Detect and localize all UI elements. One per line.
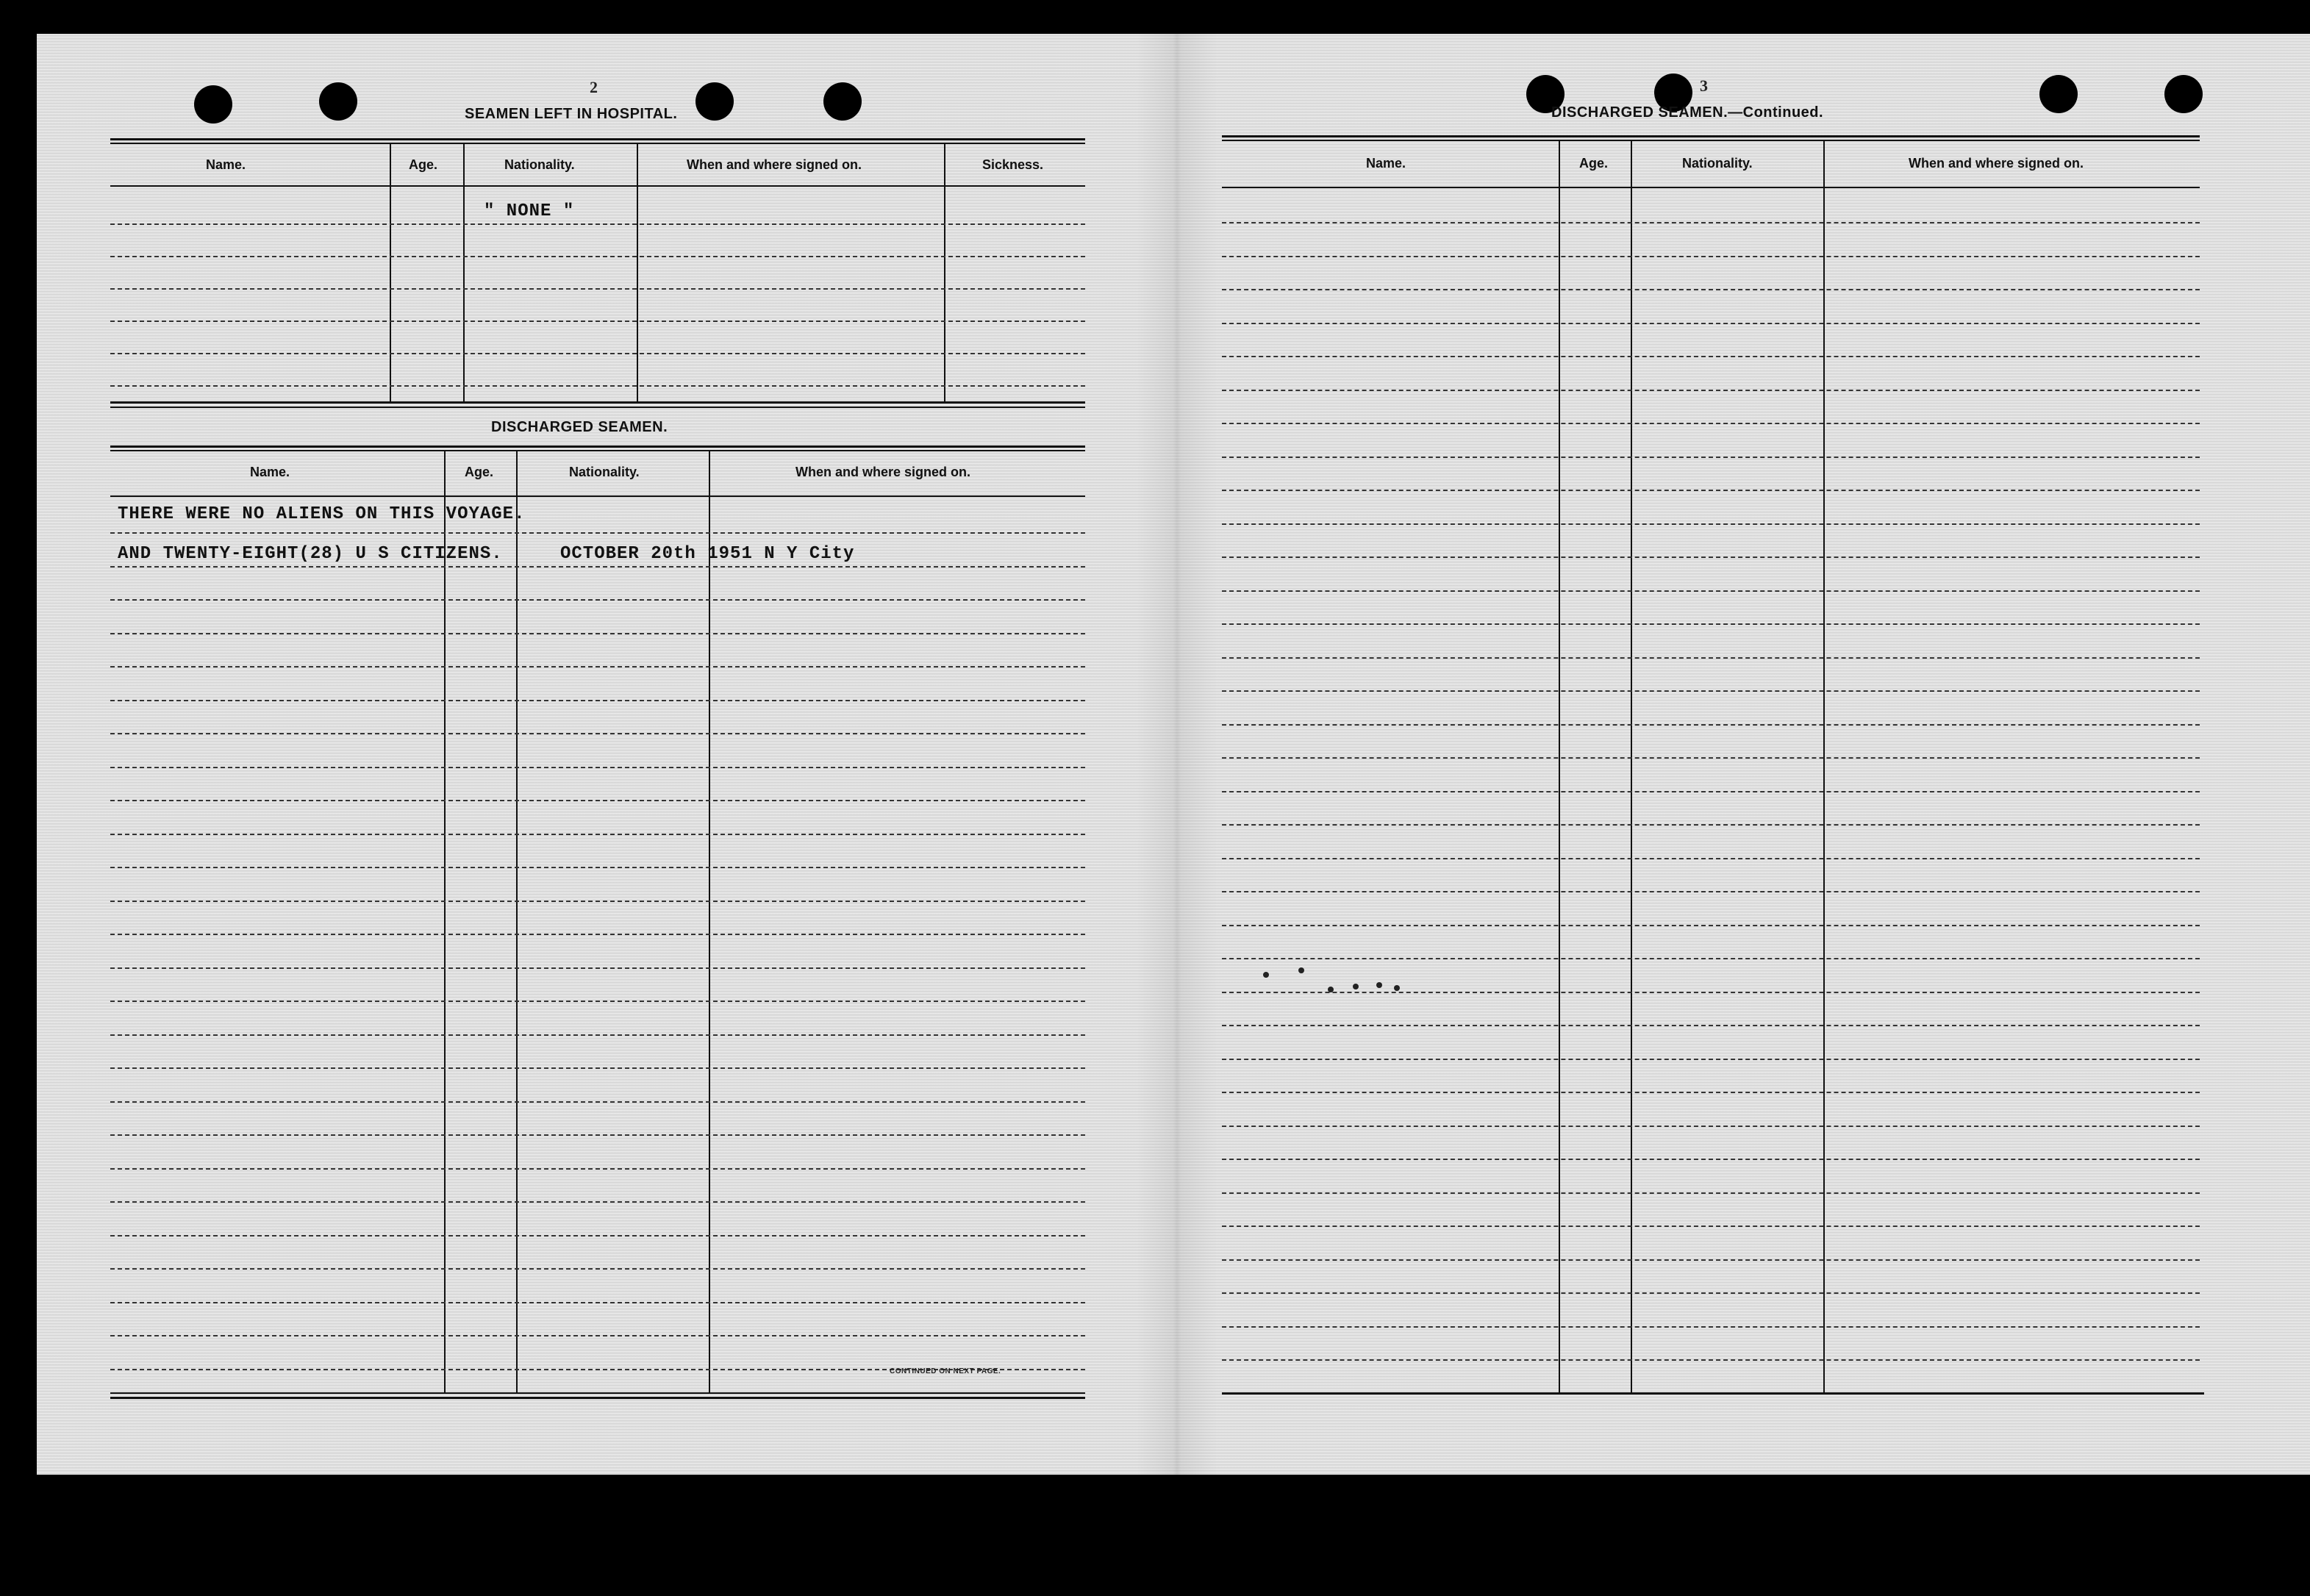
column-divider bbox=[516, 451, 518, 1394]
dotted-row bbox=[110, 700, 1085, 701]
column-divider bbox=[709, 451, 710, 1394]
dotted-row bbox=[1222, 523, 2200, 525]
dotted-row bbox=[1222, 557, 2200, 558]
dotted-row bbox=[110, 1067, 1085, 1069]
dotted-row bbox=[1222, 690, 2200, 692]
punch-hole bbox=[695, 82, 734, 121]
dotted-row bbox=[1222, 992, 2200, 993]
hospital-section-title: SEAMEN LEFT IN HOSPITAL. bbox=[465, 106, 678, 122]
rule bbox=[110, 445, 1085, 448]
column-divider bbox=[1559, 141, 1560, 1394]
dotted-row bbox=[110, 385, 1085, 387]
dotted-row bbox=[110, 934, 1085, 935]
col-header-age: Age. bbox=[465, 465, 494, 479]
dotted-row bbox=[110, 1034, 1085, 1036]
col-header-age: Age. bbox=[409, 157, 438, 172]
dotted-row bbox=[110, 633, 1085, 634]
dotted-row bbox=[110, 1302, 1085, 1303]
col-header-name: Name. bbox=[206, 157, 246, 172]
col-header-age: Age. bbox=[1579, 156, 1609, 171]
dotted-row bbox=[1222, 623, 2200, 625]
dotted-row bbox=[1222, 1092, 2200, 1093]
column-divider bbox=[463, 144, 465, 401]
col-header-name: Name. bbox=[1366, 156, 1406, 171]
dotted-row bbox=[1222, 1225, 2200, 1227]
dotted-row bbox=[1222, 222, 2200, 223]
discharged-line-2-name: AND TWENTY-EIGHT(28) U S CITIZENS. bbox=[118, 544, 503, 564]
rule bbox=[1222, 140, 2200, 141]
center-fold bbox=[1137, 34, 1217, 1475]
page-number-left: 2 bbox=[590, 78, 598, 96]
col-header-signed-on: When and where signed on. bbox=[795, 465, 971, 479]
column-divider bbox=[944, 144, 945, 401]
hospital-entry-nationality: " NONE " bbox=[484, 201, 575, 221]
dotted-row bbox=[1222, 858, 2200, 859]
dotted-row bbox=[1222, 958, 2200, 959]
dotted-row bbox=[110, 288, 1085, 290]
col-header-signed-on: When and where signed on. bbox=[1909, 156, 2084, 171]
dotted-row bbox=[110, 256, 1085, 257]
dotted-row bbox=[1222, 356, 2200, 357]
rule bbox=[110, 1397, 1085, 1399]
punch-hole bbox=[194, 85, 232, 124]
rule bbox=[110, 401, 1085, 404]
dotted-row bbox=[110, 767, 1085, 768]
dotted-row bbox=[1222, 724, 2200, 726]
rule bbox=[110, 1392, 1085, 1394]
discharged-continued-title: DISCHARGED SEAMEN.—Continued. bbox=[1551, 104, 1824, 121]
dotted-row bbox=[1222, 1059, 2200, 1060]
dotted-row bbox=[1222, 925, 2200, 926]
dotted-row bbox=[110, 800, 1085, 801]
col-header-nationality: Nationality. bbox=[1682, 156, 1753, 171]
rule bbox=[1222, 187, 2200, 188]
column-divider bbox=[1631, 141, 1632, 1394]
dotted-row bbox=[110, 599, 1085, 601]
discharged-section-title: DISCHARGED SEAMEN. bbox=[491, 419, 668, 435]
column-divider bbox=[637, 144, 638, 401]
dotted-row bbox=[110, 321, 1085, 322]
dotted-row bbox=[1222, 657, 2200, 659]
rule bbox=[110, 143, 1085, 144]
dotted-row bbox=[1222, 1359, 2200, 1361]
punch-hole bbox=[319, 82, 357, 121]
dotted-row bbox=[1222, 1126, 2200, 1127]
dotted-row bbox=[1222, 490, 2200, 491]
punch-hole bbox=[2164, 75, 2203, 113]
rule bbox=[1222, 135, 2200, 137]
dotted-row bbox=[110, 967, 1085, 969]
rule bbox=[110, 450, 1085, 451]
rule bbox=[110, 185, 1085, 187]
rule bbox=[1222, 1392, 2204, 1395]
continued-note: CONTINUED ON NEXT PAGE. bbox=[890, 1367, 1001, 1375]
document-sheet bbox=[37, 34, 2310, 1475]
dotted-row bbox=[110, 532, 1085, 534]
dotted-row bbox=[110, 1335, 1085, 1336]
col-header-sickness: Sickness. bbox=[982, 157, 1044, 172]
dotted-row bbox=[1222, 1292, 2200, 1294]
dotted-row bbox=[1222, 590, 2200, 592]
punch-hole bbox=[823, 82, 862, 121]
dotted-row bbox=[1222, 1159, 2200, 1160]
dotted-row bbox=[110, 733, 1085, 734]
col-header-signed-on: When and where signed on. bbox=[687, 157, 862, 172]
dotted-row bbox=[110, 1268, 1085, 1270]
dotted-row bbox=[1222, 256, 2200, 257]
dotted-row bbox=[1222, 824, 2200, 826]
rule bbox=[110, 495, 1085, 497]
dotted-row bbox=[1222, 390, 2200, 391]
dotted-row bbox=[1222, 323, 2200, 324]
column-divider bbox=[1823, 141, 1825, 1394]
rule bbox=[110, 407, 1085, 408]
punch-hole bbox=[2039, 75, 2078, 113]
dotted-row bbox=[1222, 1259, 2200, 1261]
dotted-row bbox=[1222, 757, 2200, 759]
column-divider bbox=[390, 144, 391, 401]
dotted-row bbox=[110, 867, 1085, 868]
dotted-row bbox=[110, 1235, 1085, 1237]
dotted-row bbox=[110, 566, 1085, 568]
dotted-row bbox=[1222, 891, 2200, 892]
col-header-nationality: Nationality. bbox=[504, 157, 575, 172]
dotted-row bbox=[110, 1134, 1085, 1136]
dotted-row bbox=[1222, 423, 2200, 424]
bleed-through bbox=[868, 151, 873, 176]
dotted-row bbox=[1222, 791, 2200, 792]
column-divider bbox=[444, 451, 446, 1394]
page-number-right: 3 bbox=[1700, 76, 1708, 95]
dotted-row bbox=[110, 1001, 1085, 1002]
discharged-line-1: THERE WERE NO ALIENS ON THIS VOYAGE. bbox=[118, 504, 526, 524]
dotted-row bbox=[110, 353, 1085, 354]
col-header-name: Name. bbox=[250, 465, 290, 479]
dotted-row bbox=[110, 1168, 1085, 1170]
dotted-row bbox=[110, 1201, 1085, 1203]
rule bbox=[110, 138, 1085, 140]
dotted-row bbox=[110, 901, 1085, 902]
dotted-row bbox=[1222, 289, 2200, 290]
dotted-row bbox=[1222, 457, 2200, 458]
dotted-row bbox=[1222, 1326, 2200, 1328]
dotted-row bbox=[110, 223, 1085, 225]
dotted-row bbox=[110, 834, 1085, 835]
dotted-row bbox=[1222, 1192, 2200, 1194]
dotted-row bbox=[1222, 1025, 2200, 1026]
discharged-line-2-signed-on: OCTOBER 20th 1951 N Y City bbox=[560, 544, 855, 564]
dotted-row bbox=[110, 666, 1085, 668]
dotted-row bbox=[110, 1101, 1085, 1103]
col-header-nationality: Nationality. bbox=[569, 465, 640, 479]
